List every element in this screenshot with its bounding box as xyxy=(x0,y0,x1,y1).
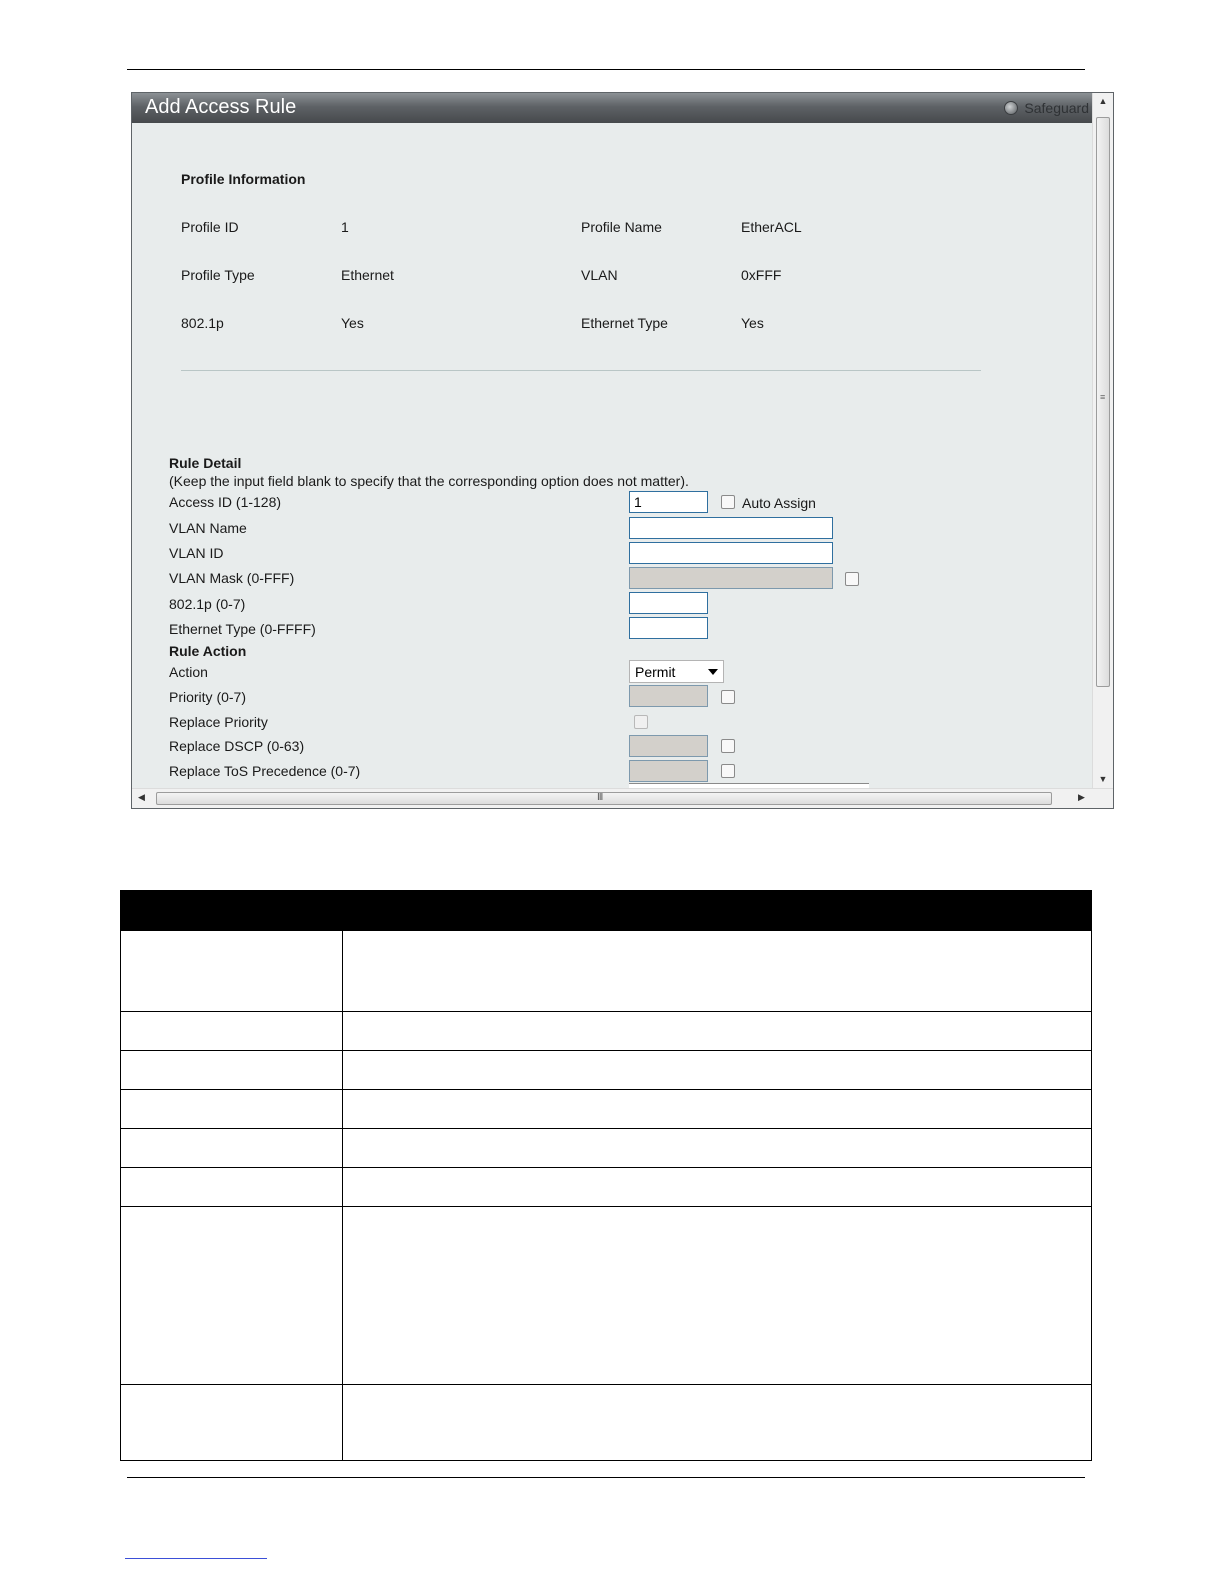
scroll-right-arrow-icon[interactable]: ▶ xyxy=(1078,792,1085,802)
table-row xyxy=(121,1090,1091,1129)
parameter-cell xyxy=(121,1012,343,1050)
table-row xyxy=(121,1385,1091,1460)
access-id-label: Access ID (1-128) xyxy=(169,494,282,510)
priority-label: Priority (0-7) xyxy=(169,689,247,705)
replace-tos-label: Replace ToS Precedence (0-7) xyxy=(169,763,361,779)
ethernet-type-range-label: Ethernet Type (0-FFFF) xyxy=(169,621,316,637)
description-cell xyxy=(344,931,1091,1011)
priority-input[interactable] xyxy=(629,685,708,707)
dot1p-value: Yes xyxy=(341,315,364,331)
ethernet-type-label: Ethernet Type xyxy=(581,315,668,331)
description-cell xyxy=(344,1090,1091,1128)
action-label: Action xyxy=(169,664,208,680)
profile-information-heading: Profile Information xyxy=(181,171,306,187)
auto-assign-label: Auto Assign xyxy=(742,495,816,511)
profile-name-value: EtherACL xyxy=(741,219,802,235)
ethernet-type-value: Yes xyxy=(741,315,764,331)
vlan-label: VLAN xyxy=(581,267,618,283)
title-bar xyxy=(132,93,1093,123)
parameter-cell xyxy=(121,1385,343,1460)
action-select[interactable] xyxy=(629,660,724,683)
profile-type-label: Profile Type xyxy=(181,267,255,283)
scroll-up-arrow-icon[interactable]: ▲ xyxy=(1098,96,1108,106)
description-cell xyxy=(344,1129,1091,1167)
vlan-mask-input[interactable] xyxy=(629,567,833,589)
grip-icon: ≡ xyxy=(1100,392,1106,402)
top-rule xyxy=(127,69,1085,70)
scroll-down-arrow-icon[interactable]: ▼ xyxy=(1098,774,1108,784)
grip-icon: III xyxy=(597,792,603,803)
parameter-cell xyxy=(121,1129,343,1167)
parameter-cell xyxy=(121,931,343,1011)
safeguard-indicator[interactable] xyxy=(1004,100,1089,116)
dot1p-range-label: 802.1p (0-7) xyxy=(169,596,246,612)
chevron-down-icon xyxy=(708,669,718,675)
description-cell xyxy=(344,1168,1091,1206)
vlan-name-input[interactable] xyxy=(629,517,833,539)
vlan-mask-label: VLAN Mask (0-FFF) xyxy=(169,570,295,586)
parameter-description-table xyxy=(120,890,1092,1461)
profile-divider xyxy=(181,370,981,371)
profile-name-label: Profile Name xyxy=(581,219,662,235)
parameter-cell xyxy=(121,1207,343,1384)
access-id-input[interactable] xyxy=(629,491,708,513)
footer-link-underline[interactable] xyxy=(125,1558,267,1559)
scroll-left-arrow-icon[interactable]: ◀ xyxy=(138,792,145,802)
safeguard-icon xyxy=(1004,101,1018,115)
profile-id-value: 1 xyxy=(341,219,349,235)
horizontal-scroll-thumb[interactable] xyxy=(156,792,1052,805)
window-title: Add Access Rule xyxy=(145,96,297,118)
parameter-cell xyxy=(121,1090,343,1128)
dot1p-label: 802.1p xyxy=(181,315,224,331)
bottom-rule xyxy=(127,1477,1085,1478)
table-row xyxy=(121,1129,1091,1168)
parameter-cell xyxy=(121,1168,343,1206)
table-row xyxy=(121,1012,1091,1051)
replace-tos-input[interactable] xyxy=(629,760,708,782)
vlan-mask-checkbox[interactable] xyxy=(845,572,859,586)
profile-id-label: Profile ID xyxy=(181,219,239,235)
replace-dscp-label: Replace DSCP (0-63) xyxy=(169,738,305,754)
rule-action-heading: Rule Action xyxy=(169,643,247,659)
vertical-scroll-thumb[interactable] xyxy=(1096,117,1110,687)
vlan-id-label: VLAN ID xyxy=(169,545,224,561)
replace-tos-checkbox[interactable] xyxy=(721,764,735,778)
table-header xyxy=(121,891,1091,931)
safeguard-label: Safeguard xyxy=(1024,100,1089,116)
vlan-name-label: VLAN Name xyxy=(169,520,247,536)
replace-priority-label: Replace Priority xyxy=(169,714,268,730)
horizontal-scrollbar[interactable] xyxy=(132,788,1113,808)
vlan-value: 0xFFF xyxy=(741,267,782,283)
profile-type-value: Ethernet xyxy=(341,267,394,283)
vlan-id-input[interactable] xyxy=(629,542,833,564)
description-cell xyxy=(344,1385,1091,1460)
dot1p-input[interactable] xyxy=(629,592,708,614)
description-cell xyxy=(344,1207,1091,1384)
table-row xyxy=(121,1168,1091,1207)
replace-dscp-input[interactable] xyxy=(629,735,708,757)
auto-assign-checkbox[interactable] xyxy=(721,495,735,509)
vertical-scrollbar[interactable] xyxy=(1092,93,1113,790)
ethernet-type-input[interactable] xyxy=(629,617,708,639)
add-access-rule-window xyxy=(131,92,1114,809)
description-cell xyxy=(344,1012,1091,1050)
replace-dscp-checkbox[interactable] xyxy=(721,739,735,753)
description-cell xyxy=(344,1051,1091,1089)
table-row xyxy=(121,931,1091,1012)
action-selected-value: Permit xyxy=(635,664,676,680)
rule-detail-heading: Rule Detail xyxy=(169,455,242,471)
table-row xyxy=(121,1051,1091,1090)
parameter-cell xyxy=(121,1051,343,1089)
rule-detail-note: (Keep the input field blank to specify that the corresponding option does not matter). xyxy=(169,473,689,489)
replace-priority-checkbox[interactable] xyxy=(634,715,648,729)
table-row xyxy=(121,1207,1091,1385)
priority-checkbox[interactable] xyxy=(721,690,735,704)
